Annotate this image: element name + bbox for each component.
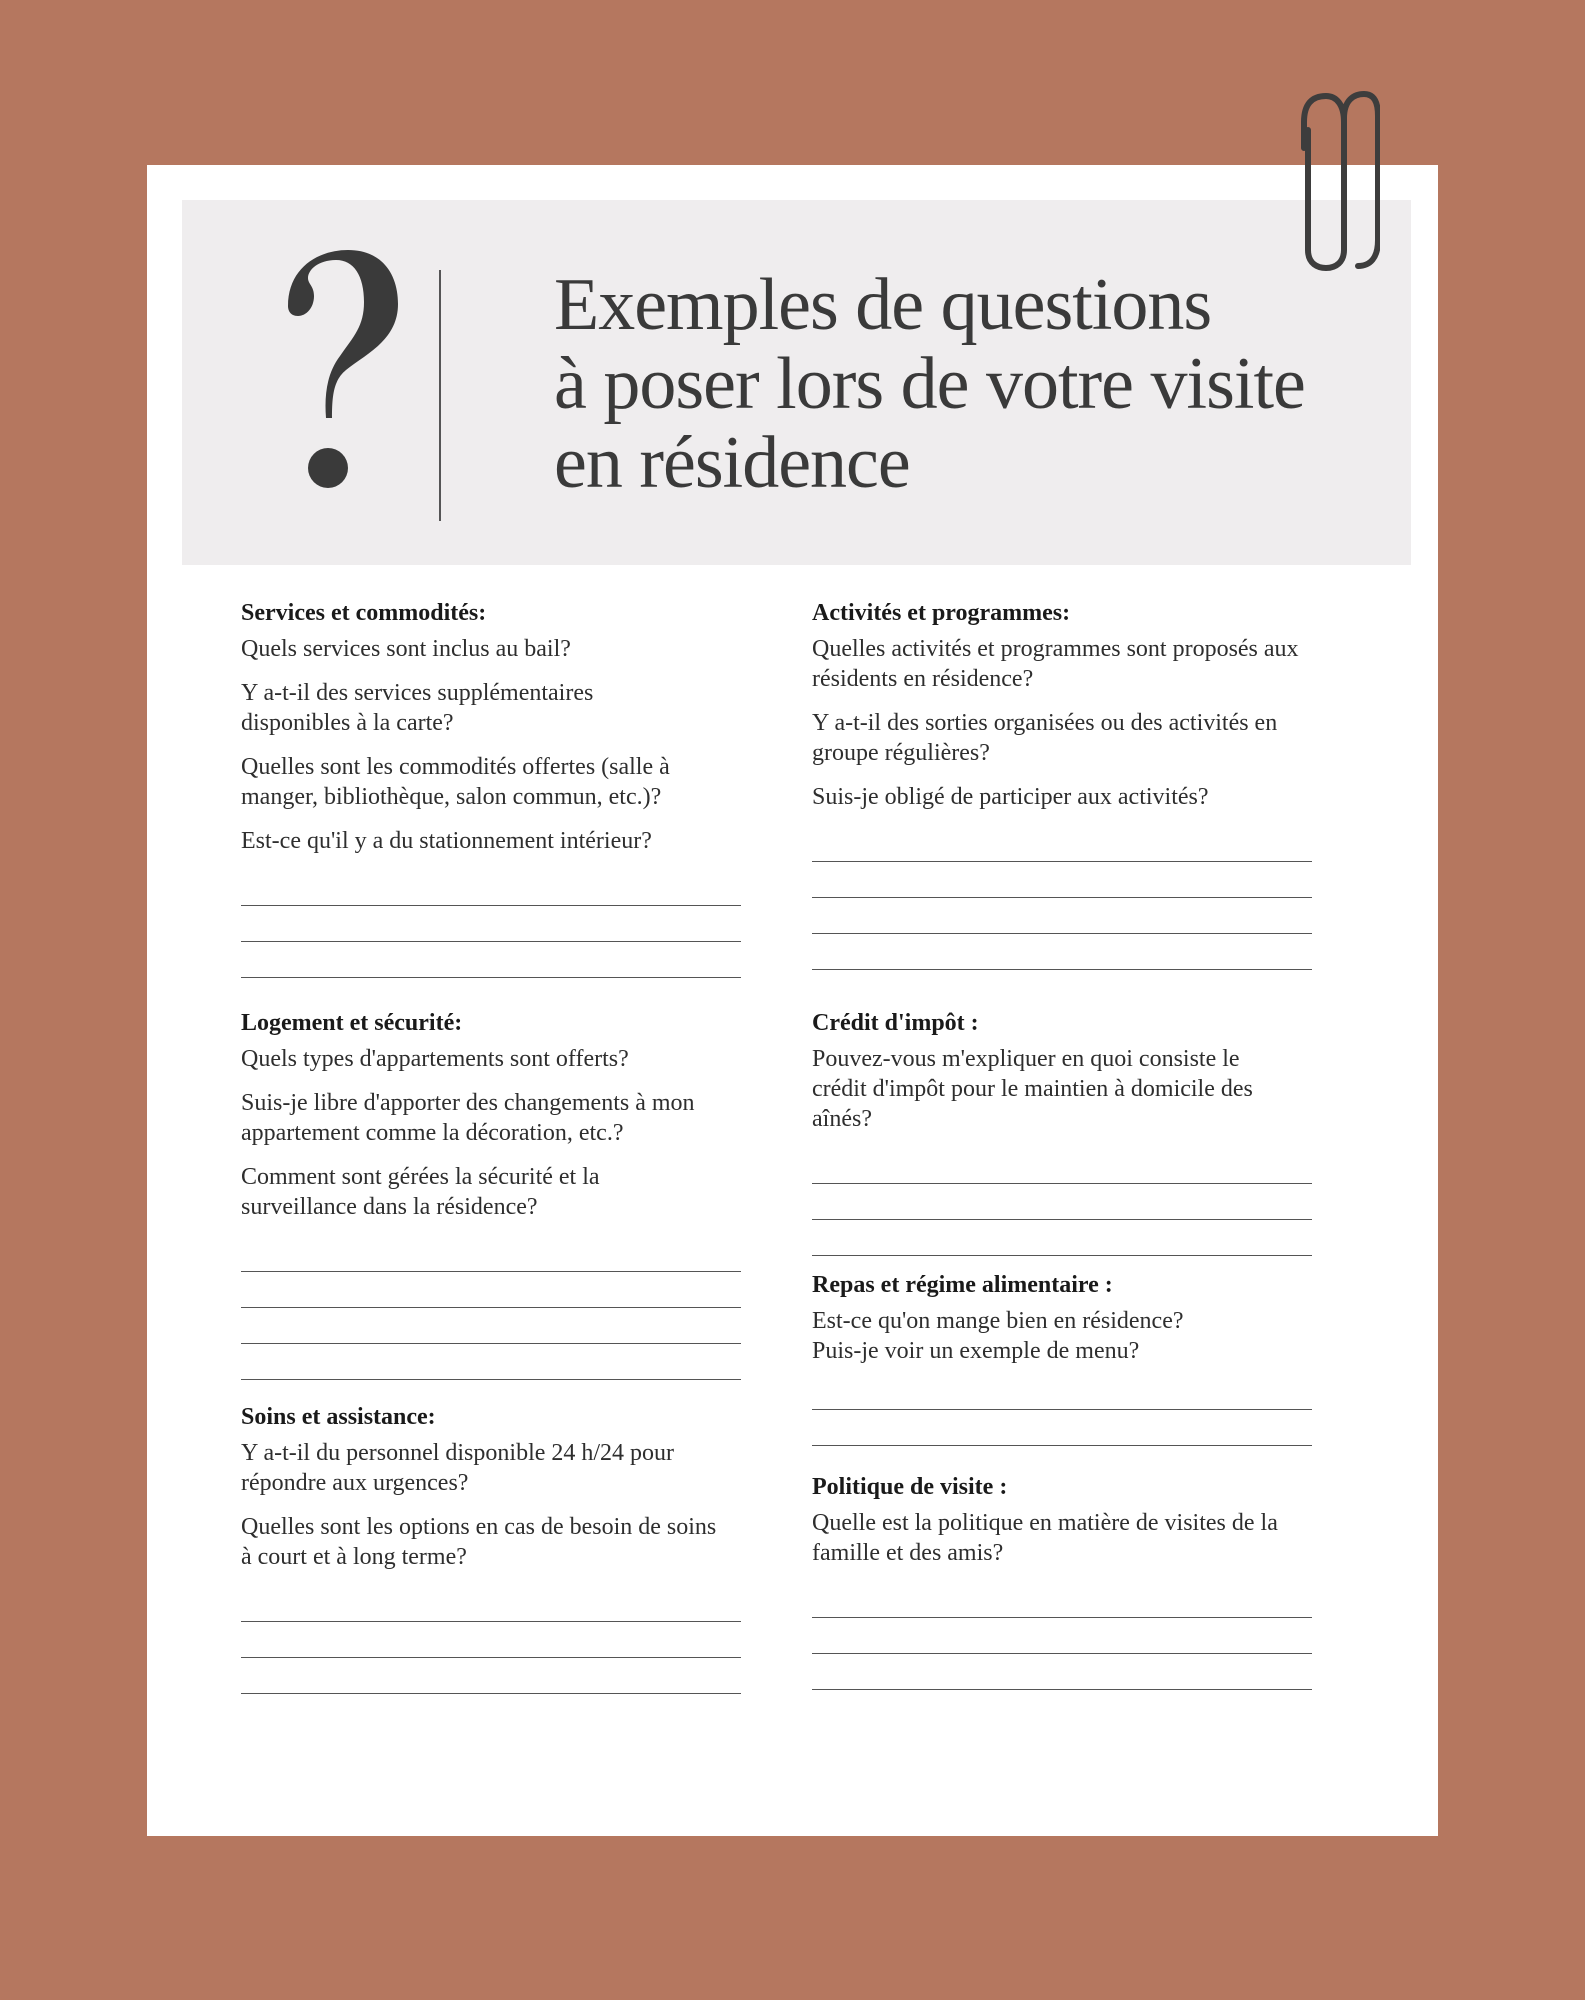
answer-line[interactable]	[812, 934, 1312, 970]
question: Est-ce qu'on mange bien en résidence? Puis-je voir un exemple de menu?	[812, 1308, 1184, 1364]
answer-lines	[812, 826, 1312, 970]
header-divider	[439, 270, 441, 521]
section-heading: Repas et régime alimentaire :	[812, 1272, 1113, 1298]
section-visite	[812, 1472, 1312, 1690]
answer-lines	[812, 1380, 1312, 1446]
paperclip-icon	[1300, 90, 1380, 272]
answer-line[interactable]	[812, 1220, 1312, 1256]
answer-lines	[241, 870, 741, 978]
section-heading: Services et commodités:	[241, 600, 487, 626]
section-repas	[812, 1270, 1312, 1446]
answer-line[interactable]	[812, 1582, 1312, 1618]
title-line-2: à poser lors de votre visite	[554, 343, 1305, 425]
question: Suis-je libre d'apporter des changements à mon appartement comme la décoration, etc.?	[241, 1090, 695, 1146]
answer-lines	[241, 1236, 741, 1380]
question: Est-ce qu'il y a du stationnement intérieur?	[241, 828, 652, 854]
answer-line[interactable]	[812, 1654, 1312, 1690]
page-title	[554, 266, 1394, 503]
answer-line[interactable]	[241, 1272, 741, 1308]
question: Y a-t-il des sorties organisées ou des activités en groupe régulières?	[812, 710, 1278, 766]
answer-line[interactable]	[241, 1308, 741, 1344]
answer-line[interactable]	[812, 1410, 1312, 1446]
answer-line[interactable]	[812, 862, 1312, 898]
section-logement	[241, 1008, 741, 1380]
question: Quelles sont les commodités offertes (salle à manger, bibliothèque, salon commun, etc.)?	[241, 754, 670, 810]
answer-line[interactable]	[241, 1658, 741, 1694]
answer-line[interactable]	[812, 1184, 1312, 1220]
answer-line[interactable]	[241, 1344, 741, 1380]
header-band	[182, 200, 1411, 565]
section-heading: Crédit d'impôt :	[812, 1010, 979, 1036]
question-mark-icon	[270, 248, 400, 498]
section-soins	[241, 1402, 741, 1694]
question: Quelles sont les options en cas de besoin de soins à court et à long terme?	[241, 1514, 717, 1570]
answer-lines	[241, 1586, 741, 1694]
title-line-1: Exemples de questions	[554, 264, 1212, 346]
section-activites	[812, 598, 1312, 970]
question: Comment sont gérées la sécurité et la surveillance dans la résidence?	[241, 1164, 600, 1220]
answer-line[interactable]	[241, 1622, 741, 1658]
question: Quelles activités et programmes sont proposés aux résidents en résidence?	[812, 636, 1299, 692]
question: Quels types d'appartements sont offerts?	[241, 1046, 629, 1072]
question: Y a-t-il des services supplémentaires disponibles à la carte?	[241, 680, 594, 736]
answer-line[interactable]	[241, 906, 741, 942]
section-heading: Logement et sécurité:	[241, 1010, 463, 1036]
question: Pouvez-vous m'expliquer en quoi consiste le crédit d'impôt pour le maintien à domicile des aînés?	[812, 1046, 1253, 1132]
question: Suis-je obligé de participer aux activités?	[812, 784, 1209, 810]
section-services	[241, 598, 741, 978]
answer-line[interactable]	[812, 1148, 1312, 1184]
question: Quelle est la politique en matière de visites de la famille et des amis?	[812, 1510, 1278, 1566]
answer-line[interactable]	[812, 826, 1312, 862]
answer-line[interactable]	[241, 1586, 741, 1622]
answer-line[interactable]	[812, 898, 1312, 934]
question: Quels services sont inclus au bail?	[241, 636, 571, 662]
answer-lines	[812, 1582, 1312, 1690]
answer-line[interactable]	[812, 1618, 1312, 1654]
answer-line[interactable]	[241, 1236, 741, 1272]
answer-lines	[812, 1148, 1312, 1256]
section-heading: Activités et programmes:	[812, 600, 1071, 626]
answer-line[interactable]	[812, 1380, 1312, 1410]
title-line-3: en résidence	[554, 422, 910, 504]
answer-line[interactable]	[241, 870, 741, 906]
section-heading: Politique de visite :	[812, 1474, 1008, 1500]
question: Y a-t-il du personnel disponible 24 h/24 pour répondre aux urgences?	[241, 1440, 675, 1496]
section-heading: Soins et assistance:	[241, 1404, 436, 1430]
section-credit	[812, 1008, 1312, 1256]
answer-line[interactable]	[241, 942, 741, 978]
